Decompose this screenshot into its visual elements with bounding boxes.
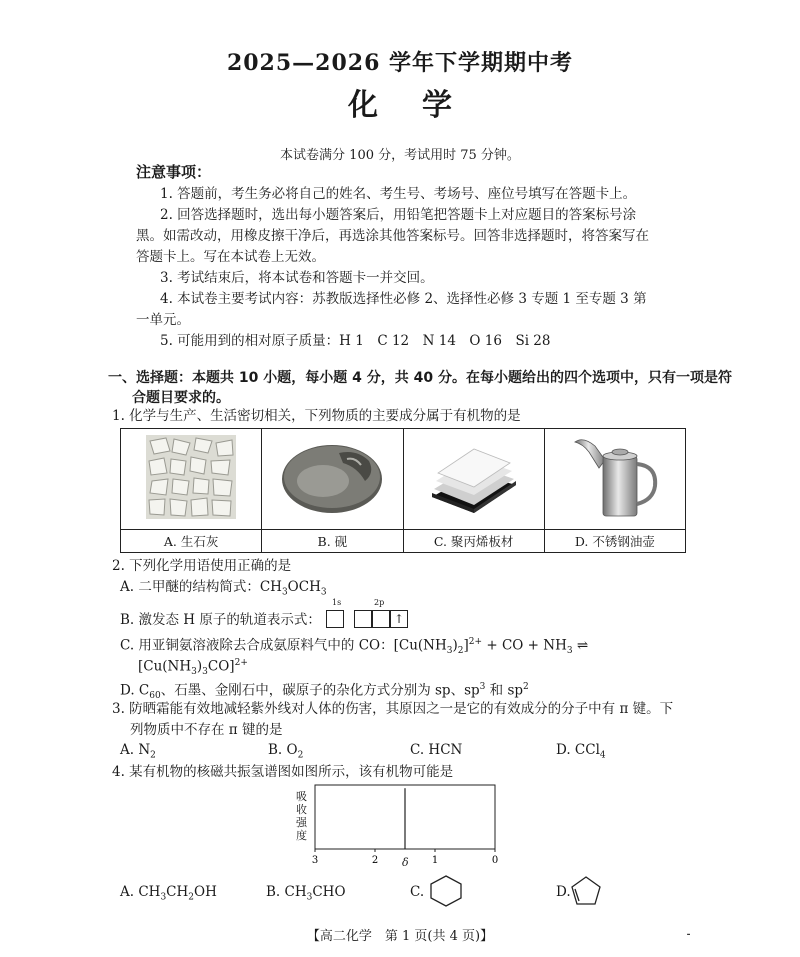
q4-option-c-label: C. xyxy=(410,884,425,900)
quicklime-image xyxy=(146,435,236,519)
orbital-diagram: 1s 2p ↑ xyxy=(326,600,416,634)
polypropylene-board-image xyxy=(424,435,524,519)
q1-image-steel-oil-pot xyxy=(544,429,685,530)
nmr-tick-label-3: 0 xyxy=(491,855,499,866)
notice-item-1: 1. 答题前，考生务必将自己的姓名、考生号、考场号、座位号填写在答题卡上。 xyxy=(160,186,637,202)
q1-image-inkstone xyxy=(262,429,403,530)
q3-option-c: C. HCN xyxy=(410,742,463,758)
q1-options-table xyxy=(120,428,686,553)
q1-option-b: B. 砚 xyxy=(262,530,403,553)
q1-image-quicklime xyxy=(121,429,262,530)
equilibrium-arrow: ⇌ xyxy=(576,637,589,654)
orbital-box-2p-1 xyxy=(354,610,372,628)
q1-option-c: C. 聚丙烯板材 xyxy=(403,530,544,553)
q1-image-polypropylene-board xyxy=(403,429,544,530)
section-1-heading: 一、选择题：本题共 10 小题，每小题 4 分，共 40 分。在每小题给出的四个选项中，只有一项是符 xyxy=(108,370,732,386)
steel-oil-pot-image xyxy=(565,432,665,522)
q2-option-b: B. 激发态 H 原子的轨道表示式： xyxy=(120,612,321,628)
cyclopentene-icon xyxy=(568,874,604,908)
notice-item-2a: 2. 回答选择题时，选出每小题答案后，用铅笔把答题卡上对应题目的答案标号涂 xyxy=(160,207,637,223)
page-footer: 【高二化学 第 1 页(共 4 页)】 xyxy=(306,929,494,944)
nmr-x-label: δ xyxy=(402,856,409,869)
q2-option-c-line2: $[Cu(NH_3)_3CO]^{2+}$ xyxy=(138,658,248,678)
q4-option-d-label: D. xyxy=(556,884,571,900)
nmr-tick-label-1: 2 xyxy=(371,855,379,866)
nmr-tick-label-2: 1 xyxy=(431,855,439,866)
nmr-tick-label-0: 3 xyxy=(311,855,319,866)
exam-intro: 本试卷满分 100 分，考试用时 75 分钟。 xyxy=(280,148,520,163)
notice-item-2c: 答题卡上。写在本试卷上无效。 xyxy=(136,249,325,265)
q3-option-d: D. CCl$_4$ xyxy=(556,742,606,761)
inkstone-image xyxy=(277,437,387,517)
notice-item-3: 3. 考试结束后，将本试卷和答题卡一并交回。 xyxy=(160,270,434,286)
nmr-y-label: 吸收强度 xyxy=(296,790,307,842)
orbital-box-1s xyxy=(326,610,344,628)
q2-option-c-line1: C. 用亚铜氨溶液除去合成氨原料气中的 CO：$[Cu(NH_3)_2]^{2+}$ + CO + $NH_3$ ⇌ xyxy=(120,637,589,657)
q3-option-b: B. $O_2$ xyxy=(268,742,304,761)
q2-option-d: D. $C_{60}$、石墨、金刚石中，碳原子的杂化方式分别为 sp、$sp^3$ 和 $sp^2$ xyxy=(120,682,529,702)
q3-line-1: 3. 防晒霜能有效地减轻紫外线对人体的伤害，其原因之一是它的有效成分的分子中有 π 键。下 xyxy=(112,701,674,717)
page-mark-icon: ⁃ xyxy=(686,930,691,941)
notice-item-2b: 黑。如需改动，用橡皮擦干净后，再选涂其他答案标号。回答非选择题时，将答案写在 xyxy=(136,228,649,244)
subject-title: 化学 xyxy=(348,88,496,123)
q4-option-a: A. $CH_3CH_2OH$ xyxy=(120,884,217,903)
q1-stem: 1. 化学与生产、生活密切相关，下列物质的主要成分属于有机物的是 xyxy=(112,408,521,424)
cyclohexane-icon xyxy=(428,874,464,908)
notice-item-4a: 4. 本试卷主要考试内容：苏教版选择性必修 2、选择性必修 3 专题 1 至专题 3 第 xyxy=(160,291,647,307)
q2-option-a: A. 二甲醚的结构简式：$CH_3OCH_3$ xyxy=(120,579,327,598)
orbital-box-2p-3: ↑ xyxy=(390,610,408,628)
exam-title: 2025—2026 学年下学期期中考 xyxy=(226,50,574,76)
q4-option-b: B. $CH_3CHO$ xyxy=(266,884,346,903)
q3-option-a: A. $N_2$ xyxy=(120,742,156,761)
notice-item-5: 5. 可能用到的相对原子质量：H 1 C 12 N 14 O 16 Si 28 xyxy=(160,333,551,349)
q1-option-a: A. 生石灰 xyxy=(121,530,262,553)
q2-stem: 2. 下列化学用语使用正确的是 xyxy=(112,558,292,574)
notice-item-4b: 一单元。 xyxy=(136,312,190,328)
notice-heading: 注意事项： xyxy=(136,163,212,181)
q3-line-2: 列物质中不存在 π 键的是 xyxy=(130,722,283,738)
q4-stem: 4. 某有机物的核磁共振氢谱图如图所示，该有机物可能是 xyxy=(112,764,454,780)
q1-option-d: D. 不锈钢油壶 xyxy=(544,530,685,553)
section-1-heading-cont: 合题目要求的。 xyxy=(132,390,230,406)
orbital-box-2p-2 xyxy=(372,610,390,628)
